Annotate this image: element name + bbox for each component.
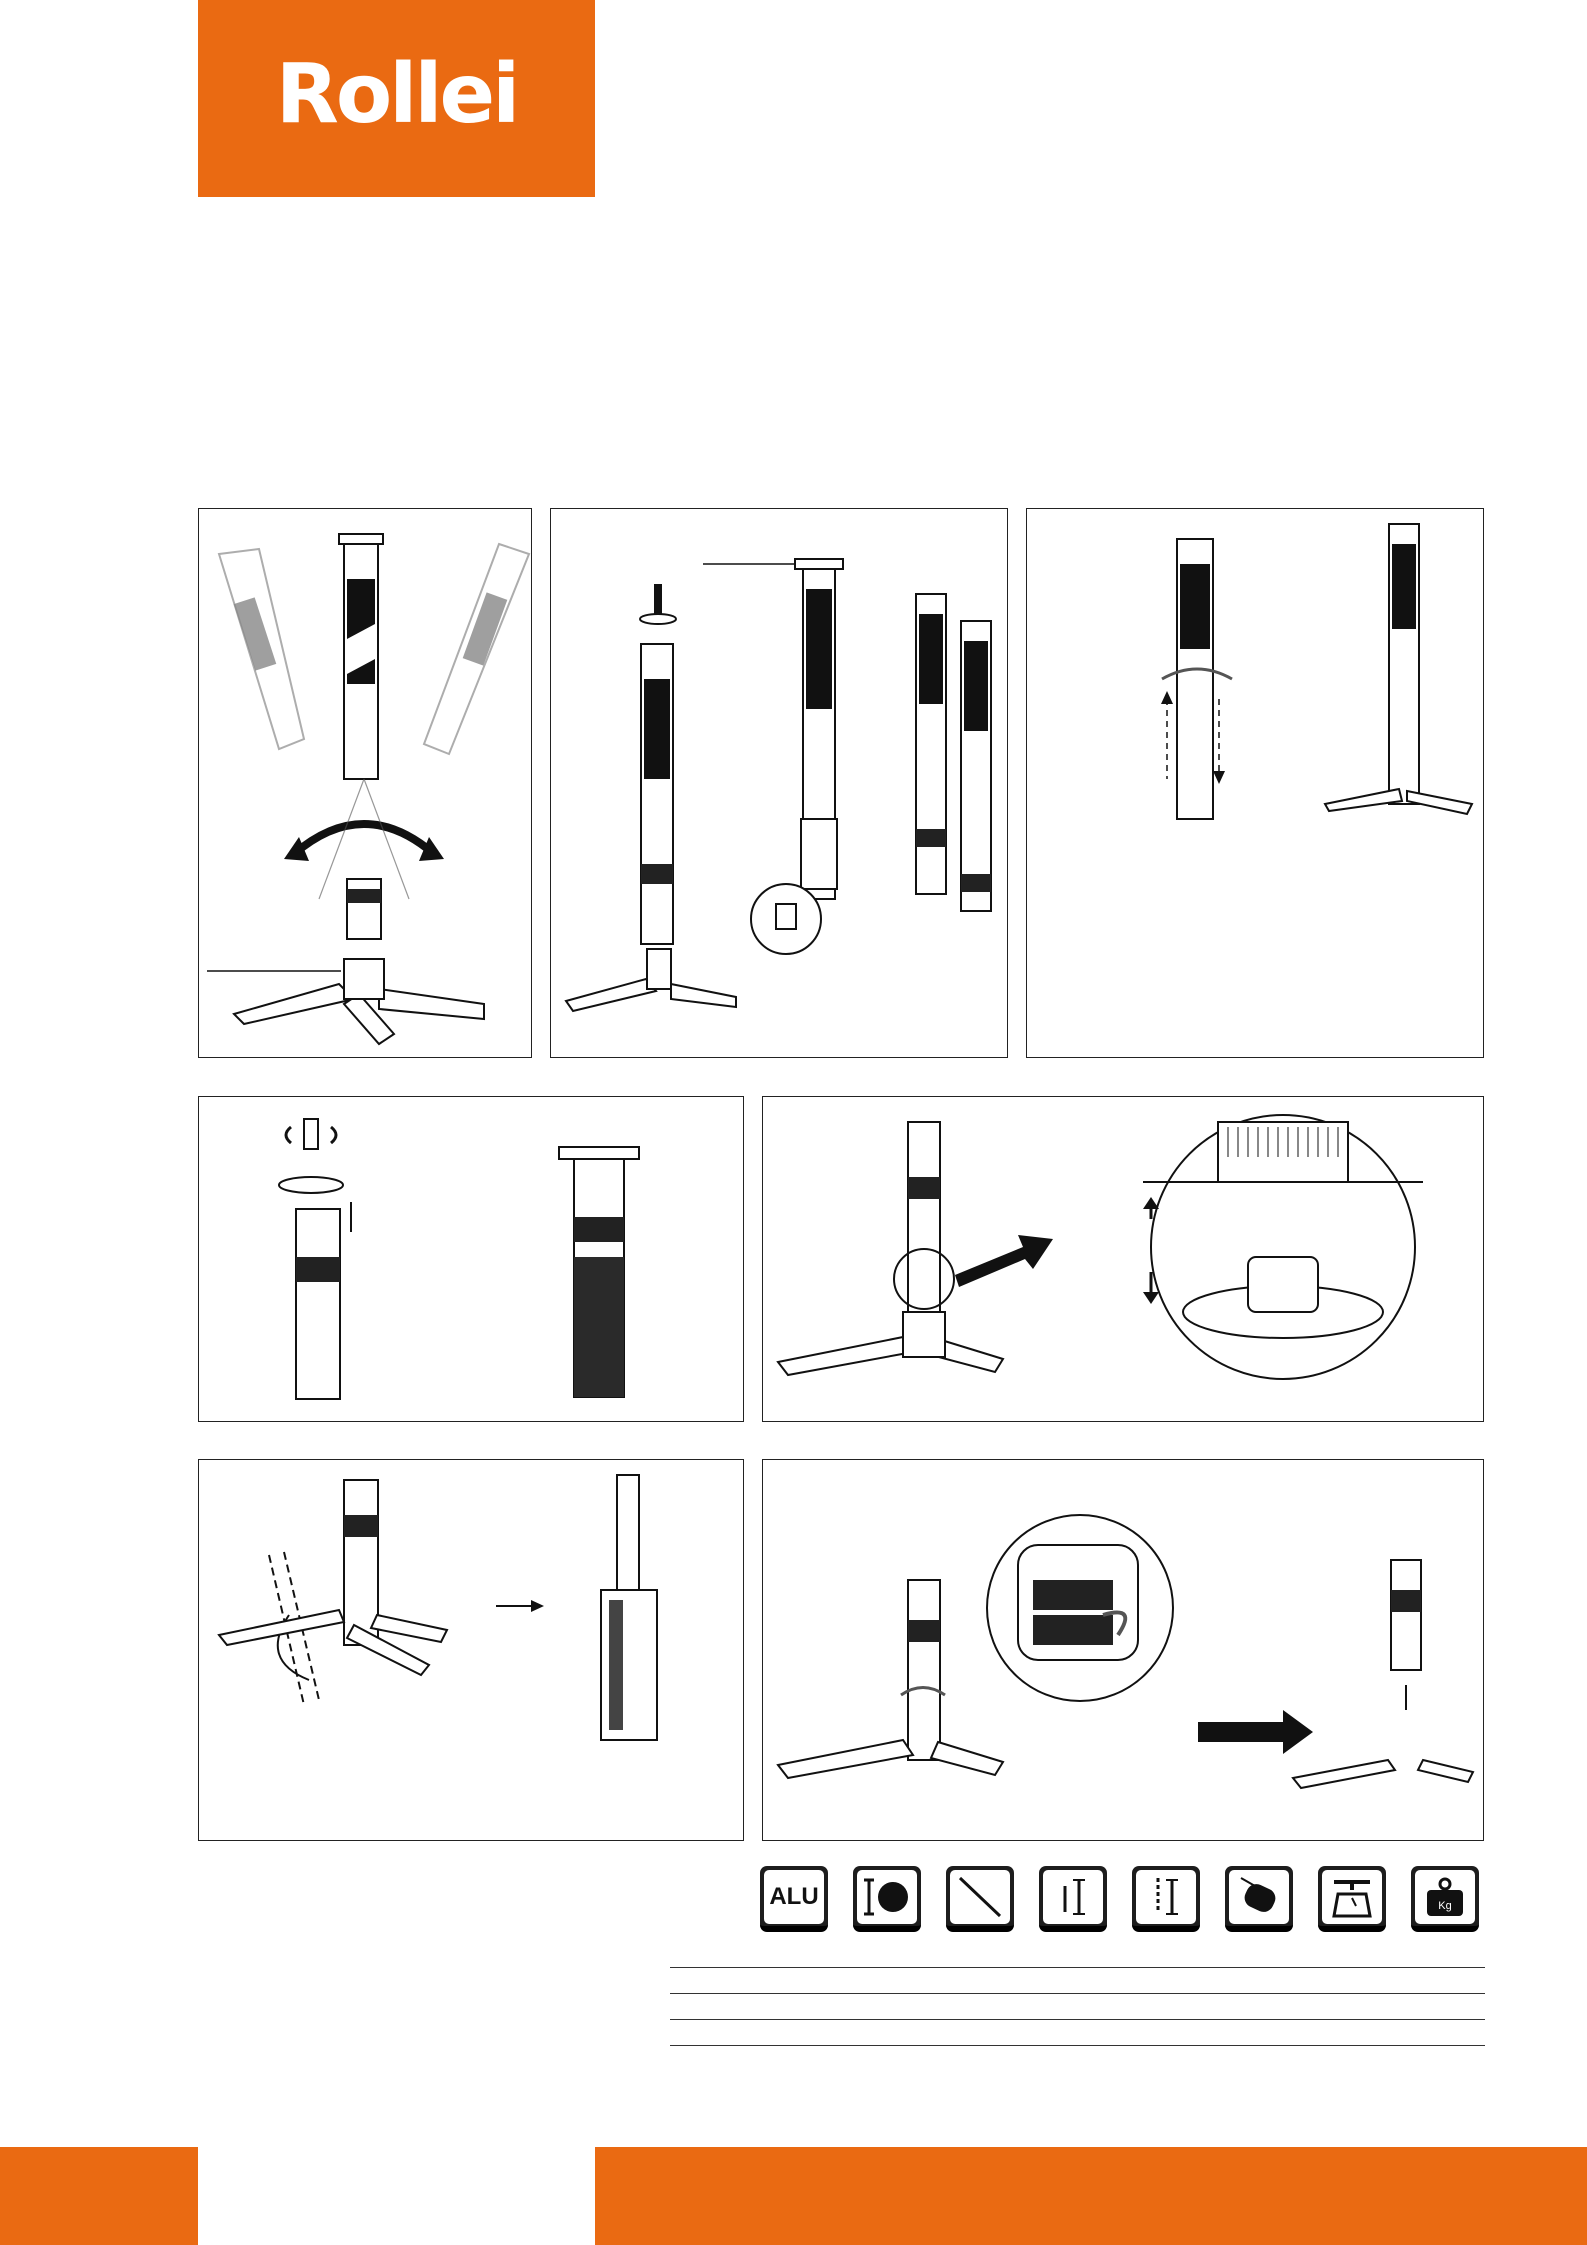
footer-bar-right (595, 2147, 1587, 2245)
panel-fold-feet (198, 1459, 744, 1841)
base-alignment-illustration (763, 1097, 1485, 1423)
footer-bar-left (0, 2147, 198, 2245)
monopod-extension-illustration (1027, 509, 1485, 1059)
load-capacity-icon (1411, 1866, 1479, 1932)
min-height-icon (1039, 1866, 1107, 1932)
tube-diameter-icon (853, 1866, 921, 1932)
panel-monopod-assembly (550, 508, 1008, 1058)
panel-detach-base (762, 1459, 1484, 1841)
spec-table-line (670, 1993, 1485, 1994)
material-icon (760, 1866, 828, 1932)
spec-table-line (670, 2019, 1485, 2020)
brand-logo (198, 0, 595, 197)
fold-feet-illustration (199, 1460, 745, 1842)
monopod-tilt-illustration (199, 509, 533, 1059)
detach-base-illustration (763, 1460, 1485, 1842)
folded-length-icon (1225, 1866, 1293, 1932)
material-label: ALU (769, 1883, 819, 1910)
max-height-icon (1132, 1866, 1200, 1932)
panel-monopod-tilt (198, 508, 532, 1058)
logo-text: Rollei (275, 47, 518, 142)
spec-table-line (670, 1967, 1485, 1968)
load-capacity-label: Kg (1438, 1900, 1452, 1912)
panel-thread-plate (198, 1096, 744, 1422)
weight-icon (1318, 1866, 1386, 1932)
panel-monopod-extension (1026, 508, 1484, 1058)
spec-table-line (670, 2045, 1485, 2046)
monopod-assembly-illustration (551, 509, 1009, 1059)
column-angle-icon (946, 1866, 1014, 1932)
thread-plate-illustration (199, 1097, 745, 1423)
panel-base-alignment (762, 1096, 1484, 1422)
